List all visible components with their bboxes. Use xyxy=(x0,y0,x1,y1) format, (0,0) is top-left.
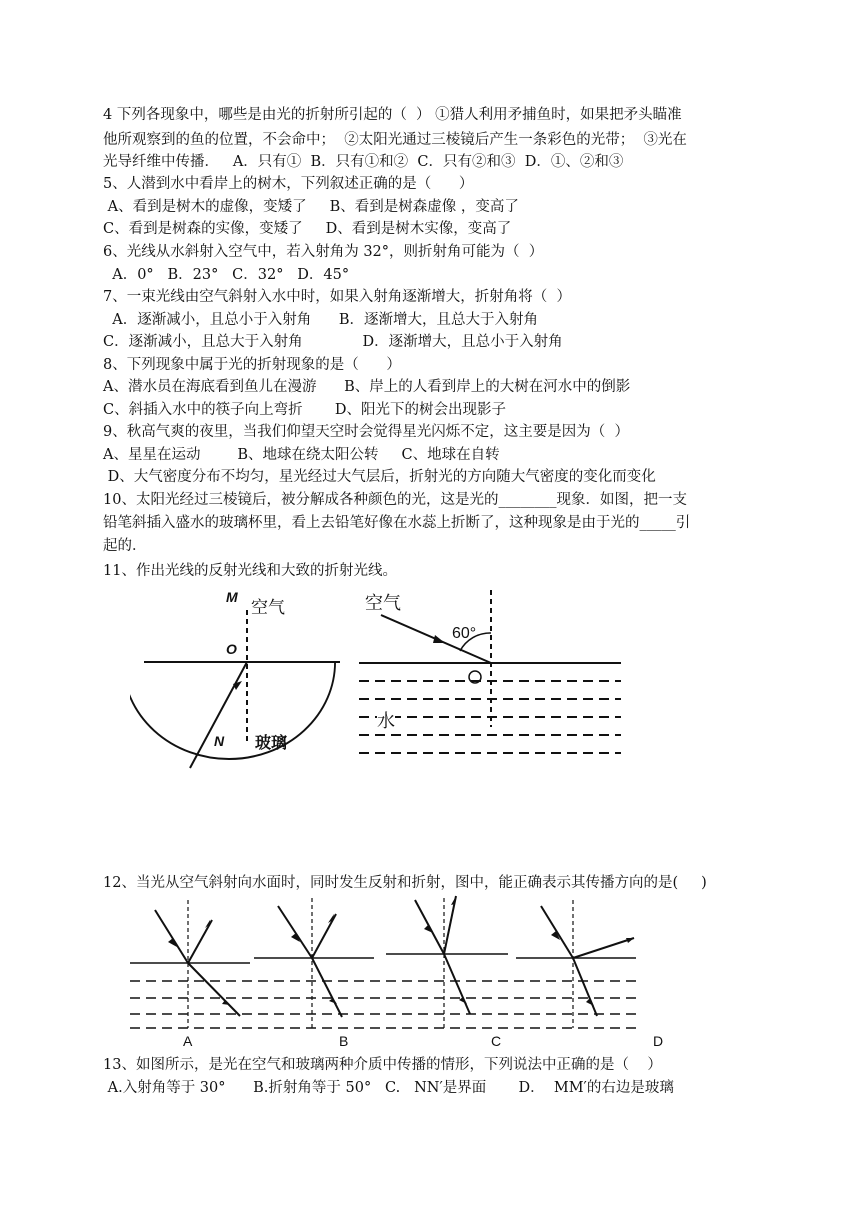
text-line: A、潜水员在海底看到鱼儿在漫游 B、岸上的人看到岸上的大树在河水中的倒影 xyxy=(103,379,631,395)
option-c-label: C xyxy=(491,1033,502,1049)
label-air: 空气 xyxy=(365,593,401,613)
text-line: 他所观察到的鱼的位置，不会命中； ②太阳光通过三棱镜后产生一条彩色的光带； ③光在 xyxy=(103,132,687,148)
question-12: 12、当光从空气斜射向水面时，同时发生反射和折射，图中，能正确表示其传播方向的是( ) xyxy=(103,875,707,891)
text-line: 6、光线从水斜射入空气中，若入射角为 32°，则折射角可能为（ ） xyxy=(103,244,544,260)
question-13: 13、如图所示，是光在空气和玻璃两种介质中传播的情形，下列说法中正确的是（ ） xyxy=(103,1057,662,1073)
text-line: 光导纤维中传播． A．只有① B．只有①和② C．只有②和③ D．①、②和③ xyxy=(103,154,624,170)
text-line: A、看到是树木的虚像，变矮了 B、看到是树森虚像 ，变高了 xyxy=(103,199,519,215)
text-line: 起的． xyxy=(103,538,147,554)
option-d-label: D xyxy=(653,1033,664,1049)
text-line: A．0° B．23° C．32° D．45° xyxy=(103,267,350,283)
text-line: 5、人潜到水中看岸上的树木，下列叙述正确的是（ ） xyxy=(103,176,474,192)
text-line: A、星星在运动 B、地球在绕太阳公转 C、地球在自转 xyxy=(103,447,500,463)
text-line: 11、作出光线的反射光线和大致的折射光线。 xyxy=(103,563,397,579)
figure-11-glass xyxy=(130,585,340,775)
text-line: 9、秋高气爽的夜里，当我们仰望天空时会觉得星光闪烁不定，这主要是因为（ ） xyxy=(103,424,629,440)
option-a-label: A xyxy=(183,1033,193,1049)
text-line: 7、一束光线由空气斜射入水中时，如果入射角逐渐增大，折射角将（ ） xyxy=(103,289,571,305)
label-o: O xyxy=(226,641,237,657)
text-line: A．逐渐减小，且总小于入射角 B．逐渐增大，且总大于入射角 xyxy=(103,312,538,328)
figure-11-water xyxy=(355,585,625,765)
label-air: 空气 xyxy=(251,598,285,617)
figure-12 xyxy=(130,890,650,1030)
text-line: 4 下列各现象中，哪些是由光的折射所引起的（ ） ①猎人利用矛捕鱼时，如果把矛头瞄准 xyxy=(103,107,682,123)
label-m: M xyxy=(226,589,238,605)
label-water: 水 xyxy=(377,707,395,733)
text-line: C、斜插入水中的筷子向上弯折 D、阳光下的树会出现影子 xyxy=(103,402,506,418)
text-line: C、看到是树森的实像，变矮了 D、看到是树木实像，变高了 xyxy=(103,221,512,237)
label-glass: 玻璃 xyxy=(255,735,288,752)
label-angle: 60° xyxy=(452,625,477,642)
label-n: N xyxy=(214,733,225,749)
text-line: 8、下列现象中属于光的折射现象的是（ ） xyxy=(103,357,401,373)
text-line: 铅笔斜插入盛水的玻璃杯里，看上去铅笔好像在水蕊上折断了，这种现象是由于光的_____引 xyxy=(103,515,691,531)
text-line: C．逐渐减小，且总大于入射角 D．逐渐增大，且总小于入射角 xyxy=(103,334,563,350)
text-line: 10、太阳光经过三棱镜后，被分解成各种颜色的光，这是光的________现象．如图，把一支 xyxy=(103,492,687,508)
option-b-label: B xyxy=(339,1033,349,1049)
question-13-options: A.入射角等于 30° B.折射角等于 50° C. NN′是界面 D． MM′的右边是玻璃 xyxy=(103,1080,674,1096)
text-line: D、大气密度分布不均匀，星光经过大气层后，折射光的方向随大气密度的变化而变化 xyxy=(103,469,656,485)
